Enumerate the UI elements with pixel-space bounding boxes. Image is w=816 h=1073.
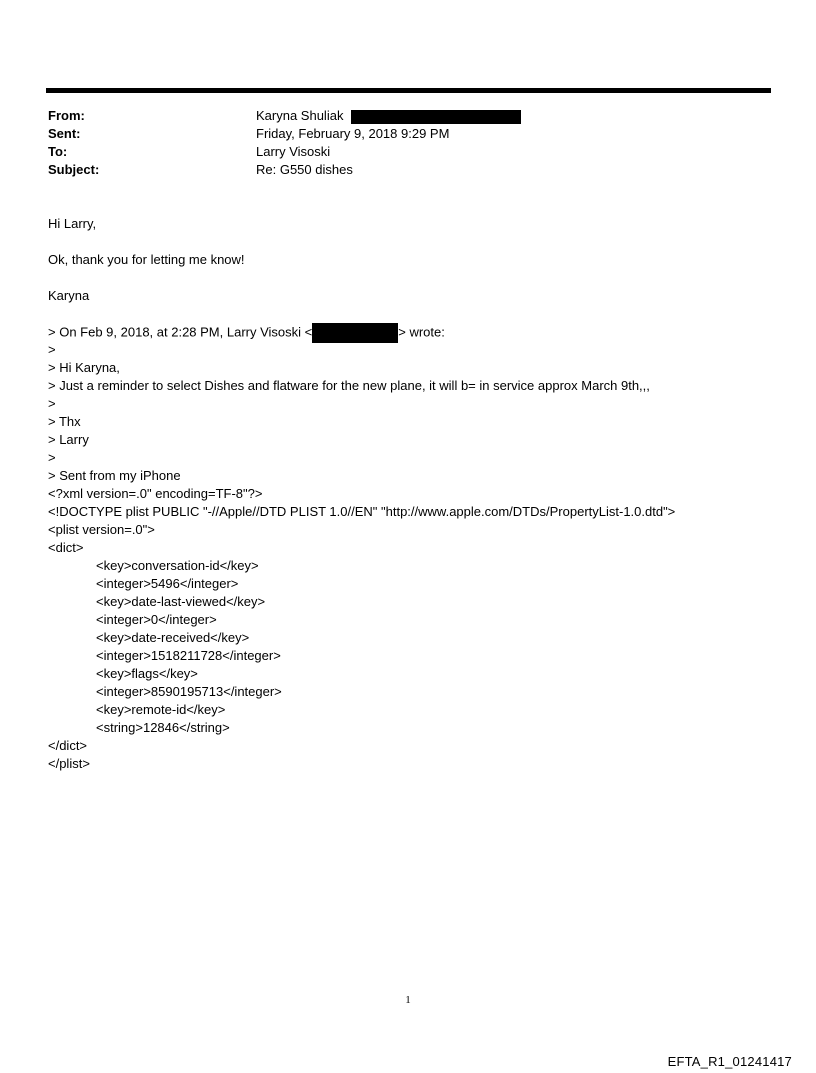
plist-entry: <key>date-last-viewed</key> bbox=[96, 594, 266, 609]
sent-value: Friday, February 9, 2018 9:29 PM bbox=[256, 126, 450, 141]
quoted-intro bbox=[48, 323, 445, 343]
dict-open-tag: <dict> bbox=[48, 540, 84, 555]
plist-entry: <integer>8590195713</integer> bbox=[96, 684, 282, 699]
quoted-intro-prefix: > On Feb 9, 2018, at 2:28 PM, Larry Visoski < bbox=[48, 324, 313, 340]
sent-label: Sent: bbox=[48, 126, 81, 141]
quoted-line: > Just a reminder to select Dishes and flatware for the new plane, it will b= in service approx March 9th,,, bbox=[48, 378, 650, 393]
quoted-line: > Thx bbox=[48, 414, 81, 429]
quoted-line: > bbox=[48, 450, 56, 465]
redaction-block bbox=[312, 323, 398, 343]
plist-entry: <key>date-received</key> bbox=[96, 630, 250, 645]
redaction-block bbox=[351, 110, 521, 124]
to-value: Larry Visoski bbox=[256, 144, 331, 159]
signature: Karyna bbox=[48, 288, 90, 303]
header-divider bbox=[46, 88, 771, 93]
plist-entry: <key>flags</key> bbox=[96, 666, 198, 681]
plist-xml-declaration: <?xml version=.0" encoding=TF-8"?> bbox=[48, 486, 263, 501]
quoted-line: > Larry bbox=[48, 432, 89, 447]
bates-number: EFTA_R1_01241417 bbox=[667, 1054, 792, 1069]
quoted-line: > bbox=[48, 396, 56, 411]
from-label: From: bbox=[48, 108, 85, 123]
quoted-intro-suffix: > wrote: bbox=[398, 324, 445, 340]
quoted-line: > Sent from my iPhone bbox=[48, 468, 181, 483]
message-text: Ok, thank you for letting me know! bbox=[48, 252, 245, 267]
quoted-line: > Hi Karyna, bbox=[48, 360, 120, 375]
plist-entry: <integer>5496</integer> bbox=[96, 576, 239, 591]
subject-value: Re: G550 dishes bbox=[256, 162, 353, 177]
plist-entry: <key>remote-id</key> bbox=[96, 702, 226, 717]
plist-entry: <string>12846</string> bbox=[96, 720, 230, 735]
plist-entry: <key>conversation-id</key> bbox=[96, 558, 259, 573]
greeting: Hi Larry, bbox=[48, 216, 97, 231]
plist-close-tag: </plist> bbox=[48, 756, 90, 771]
quoted-line: > bbox=[48, 342, 56, 357]
plist-open-tag: <plist version=.0"> bbox=[48, 522, 155, 537]
from-name: Karyna Shuliak bbox=[256, 108, 344, 123]
plist-entry: <integer>1518211728</integer> bbox=[96, 648, 281, 663]
page-number: 1 bbox=[405, 994, 411, 1006]
dict-close-tag: </dict> bbox=[48, 738, 88, 753]
subject-label: Subject: bbox=[48, 162, 100, 177]
plist-doctype: <!DOCTYPE plist PUBLIC "-//Apple//DTD PLIST 1.0//EN" "http://www.apple.com/DTDs/PropertyList-1.0.dtd"> bbox=[48, 504, 676, 519]
plist-entry: <integer>0</integer> bbox=[96, 612, 217, 627]
from-value bbox=[256, 107, 521, 125]
to-label: To: bbox=[48, 144, 68, 159]
